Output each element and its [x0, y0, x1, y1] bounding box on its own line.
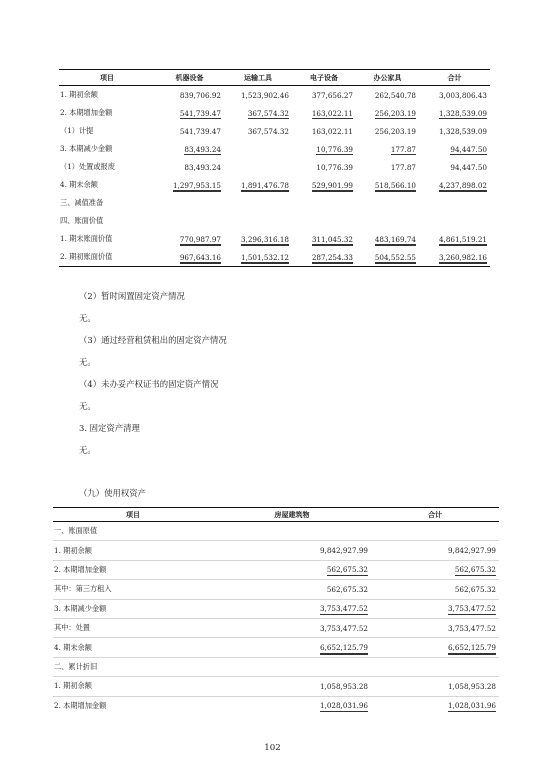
- table-row: [59, 140, 490, 158]
- row-label: 1. 期初余额: [60, 90, 98, 99]
- table-row: [59, 158, 490, 176]
- cell-value: 9,842,927.99: [319, 546, 368, 556]
- cell-value: 4,861,519.21: [439, 235, 487, 247]
- cell-value: 3,003,806.43: [438, 90, 487, 100]
- row-label: 4. 期末余额: [53, 638, 213, 657]
- asset-disposal-body: 无。: [79, 445, 96, 455]
- value-cell: [292, 140, 356, 158]
- cell-value: 562,675.32: [326, 584, 368, 594]
- cell-value: 10,776.39: [316, 144, 353, 154]
- row-label: 三、减值准备: [60, 198, 104, 207]
- row-label: 二、累计折旧: [53, 657, 213, 676]
- value-cell: [419, 140, 490, 158]
- cell-value: 1,028,031.96: [447, 701, 496, 711]
- row-label: 2. 本期增加金额: [60, 108, 113, 117]
- value-cell: [213, 618, 371, 637]
- column-header: 合计: [371, 508, 499, 522]
- cell-value: 770,987.97: [180, 235, 221, 247]
- value-cell: [224, 140, 292, 158]
- cell-value: 256,203.19: [374, 126, 416, 136]
- cell-value: 4,237,898.02: [439, 181, 487, 193]
- fixed-assets-table: [59, 69, 490, 267]
- value-cell: [356, 248, 419, 267]
- cell-value: 541,739.47: [179, 126, 221, 136]
- cell-value: 839,706.92: [179, 90, 221, 100]
- value-cell: [371, 638, 499, 657]
- value-cell: [224, 230, 292, 248]
- cell-value: 94,447.50: [450, 162, 487, 172]
- asset-disposal-heading: 3. 固定资产清理: [79, 423, 140, 433]
- value-cell: [356, 176, 419, 194]
- value-cell: [371, 560, 499, 579]
- row-label: 4. 期末余额: [60, 180, 98, 189]
- cell-value: 6,652,125.79: [320, 643, 368, 655]
- table-row: [53, 522, 499, 541]
- value-cell: [213, 522, 371, 541]
- table-row: [59, 230, 490, 248]
- leased-assets-body: 无。: [79, 357, 96, 367]
- value-cell: [371, 580, 499, 599]
- table-row: [53, 541, 499, 560]
- table-row: [53, 657, 499, 676]
- cell-value: 483,169.74: [375, 235, 416, 247]
- table-row: [53, 580, 499, 599]
- row-label: 2. 本期增加金额: [53, 696, 213, 715]
- value-cell: [155, 86, 224, 105]
- value-cell: [155, 158, 224, 176]
- value-cell: [224, 194, 292, 212]
- cell-value: 1,501,532.12: [241, 253, 289, 265]
- table-row: [59, 122, 490, 140]
- value-cell: [224, 248, 292, 267]
- value-cell: [356, 230, 419, 248]
- value-cell: [292, 176, 356, 194]
- table-row: [59, 194, 490, 212]
- cell-value: 367,574.32: [247, 108, 289, 118]
- value-cell: [213, 580, 371, 599]
- value-cell: [213, 560, 371, 579]
- row-label: 其中：处置: [53, 618, 213, 637]
- value-cell: [356, 140, 419, 158]
- value-cell: [371, 599, 499, 618]
- value-cell: [419, 194, 490, 212]
- value-cell: [371, 696, 499, 715]
- value-cell: [292, 86, 356, 105]
- table-row: [53, 618, 499, 637]
- table-header-row: [53, 508, 499, 522]
- table-row: [53, 696, 499, 715]
- value-cell: [356, 158, 419, 176]
- value-cell: [371, 522, 499, 541]
- cell-value: 163,022.11: [311, 126, 353, 136]
- cell-value: 377,656.27: [311, 90, 353, 100]
- value-cell: [292, 158, 356, 176]
- value-cell: [155, 140, 224, 158]
- cell-value: 6,652,125.79: [448, 643, 496, 655]
- value-cell: [419, 122, 490, 140]
- cell-value: 163,022.11: [311, 108, 353, 118]
- row-label: 2. 期初账面价值: [59, 248, 155, 267]
- table-body: [53, 522, 499, 715]
- row-label: 1. 期初余额: [53, 541, 213, 560]
- page-number: 102: [264, 743, 281, 753]
- right-of-use-assets-table: [53, 507, 499, 715]
- cell-value: 94,447.50: [450, 144, 487, 154]
- cell-value: 3,260,982.16: [439, 253, 487, 265]
- cell-value: 1,058,953.28: [447, 681, 496, 691]
- idle-assets-body: 无。: [79, 313, 96, 323]
- table-row: [53, 560, 499, 579]
- row-label: 3. 本期减少金额: [60, 144, 113, 153]
- cell-value: 367,574.32: [247, 126, 289, 136]
- column-header: 办公家具: [356, 70, 419, 86]
- value-cell: [292, 230, 356, 248]
- value-cell: [292, 248, 356, 267]
- value-cell: [292, 104, 356, 122]
- cell-value: 1,523,902.46: [240, 90, 289, 100]
- row-label: （1）计提: [60, 126, 94, 135]
- cell-value: 1,297,953.15: [173, 181, 221, 193]
- uncertified-assets-heading: （4）未办妥产权证书的固定资产情况: [79, 379, 219, 389]
- value-cell: [419, 158, 490, 176]
- cell-value: 3,753,477.52: [447, 623, 496, 633]
- cell-value: 504,552.55: [375, 253, 416, 265]
- value-cell: [371, 677, 499, 696]
- cell-value: 3,753,477.52: [319, 623, 368, 633]
- value-cell: [213, 599, 371, 618]
- row-label: 一、账面原值: [54, 526, 98, 536]
- value-cell: [155, 176, 224, 194]
- column-header: 电子设备: [292, 70, 356, 86]
- value-cell: [419, 248, 490, 267]
- value-cell: [371, 541, 499, 560]
- right-of-use-heading: （九）使用权资产: [79, 488, 146, 498]
- cell-value: 256,203.19: [374, 108, 416, 118]
- table-row: [59, 104, 490, 122]
- cell-value: 177.87: [390, 162, 416, 172]
- value-cell: [356, 194, 419, 212]
- value-cell: [419, 212, 490, 230]
- value-cell: [419, 86, 490, 105]
- value-cell: [224, 158, 292, 176]
- value-cell: [224, 122, 292, 140]
- cell-value: 3,753,477.52: [447, 604, 496, 614]
- value-cell: [356, 104, 419, 122]
- value-cell: [213, 696, 371, 715]
- row-label: 四、账面价值: [60, 216, 104, 225]
- column-header: 运输工具: [224, 70, 292, 86]
- cell-value: 1,058,953.28: [319, 681, 368, 691]
- table-row: [59, 248, 490, 267]
- cell-value: 262,540.78: [374, 90, 416, 100]
- row-label: 1. 期初余额: [53, 677, 213, 696]
- value-cell: [356, 122, 419, 140]
- value-cell: [155, 104, 224, 122]
- value-cell: [213, 541, 371, 560]
- value-cell: [419, 230, 490, 248]
- cell-value: 3,296,316.18: [241, 235, 289, 247]
- value-cell: [155, 212, 224, 230]
- cell-value: 967,643.16: [180, 253, 221, 265]
- value-cell: [213, 677, 371, 696]
- value-cell: [213, 638, 371, 657]
- cell-value: 83,493.24: [184, 144, 221, 154]
- value-cell: [419, 176, 490, 194]
- cell-value: 1,028,031.96: [319, 701, 368, 711]
- column-header: 项目: [59, 70, 155, 86]
- value-cell: [155, 122, 224, 140]
- cell-value: 562,675.32: [454, 565, 496, 575]
- value-cell: [292, 194, 356, 212]
- value-cell: [224, 104, 292, 122]
- value-cell: [155, 194, 224, 212]
- row-label: 2. 本期增加金额: [53, 560, 213, 579]
- value-cell: [224, 86, 292, 105]
- value-cell: [356, 86, 419, 105]
- column-header: 合计: [419, 70, 490, 86]
- cell-value: 177.87: [390, 144, 416, 154]
- row-label: 1. 期末账面价值: [60, 234, 113, 243]
- table-row: [53, 638, 499, 657]
- cell-value: 3,753,477.52: [319, 604, 368, 614]
- table-body: [59, 86, 490, 267]
- value-cell: [419, 104, 490, 122]
- value-cell: [292, 212, 356, 230]
- value-cell: [155, 230, 224, 248]
- cell-value: 1,328,539.09: [438, 108, 487, 118]
- cell-value: 9,842,927.99: [447, 546, 496, 556]
- cell-value: 1,328,539.09: [438, 126, 487, 136]
- value-cell: [155, 248, 224, 267]
- cell-value: 287,254.33: [312, 253, 353, 265]
- idle-assets-heading: （2）暂时闲置固定资产情况: [79, 291, 185, 301]
- value-cell: [224, 212, 292, 230]
- column-header: 机器设备: [155, 70, 224, 86]
- cell-value: 83,493.24: [184, 162, 221, 172]
- row-label: 3. 本期减少金额: [53, 599, 213, 618]
- table-row: [53, 677, 499, 696]
- table-row: [53, 599, 499, 618]
- table-row: [59, 212, 490, 230]
- table-row: [59, 86, 490, 105]
- cell-value: 311,045.32: [312, 235, 353, 247]
- cell-value: 541,739.47: [179, 108, 221, 118]
- leased-assets-heading: （3）通过经营租赁租出的固定资产情况: [79, 335, 227, 345]
- cell-value: 10,776.39: [316, 162, 353, 172]
- table-header-row: [59, 70, 490, 86]
- value-cell: [224, 176, 292, 194]
- cell-value: 562,675.32: [454, 584, 496, 594]
- value-cell: [356, 212, 419, 230]
- column-header: 房屋建筑物: [213, 508, 371, 522]
- value-cell: [292, 122, 356, 140]
- column-header: 项目: [53, 508, 213, 522]
- row-label: （1）处置或报废: [60, 162, 115, 171]
- cell-value: 1,891,476.78: [241, 181, 289, 193]
- cell-value: 518,566.10: [375, 181, 416, 193]
- cell-value: 529,901.99: [312, 181, 353, 193]
- row-label: 其中：第三方租入: [53, 580, 213, 599]
- table-row: [59, 176, 490, 194]
- value-cell: [213, 657, 371, 676]
- cell-value: 562,675.32: [326, 565, 368, 575]
- value-cell: [371, 618, 499, 637]
- value-cell: [371, 657, 499, 676]
- uncertified-assets-body: 无。: [79, 401, 96, 411]
